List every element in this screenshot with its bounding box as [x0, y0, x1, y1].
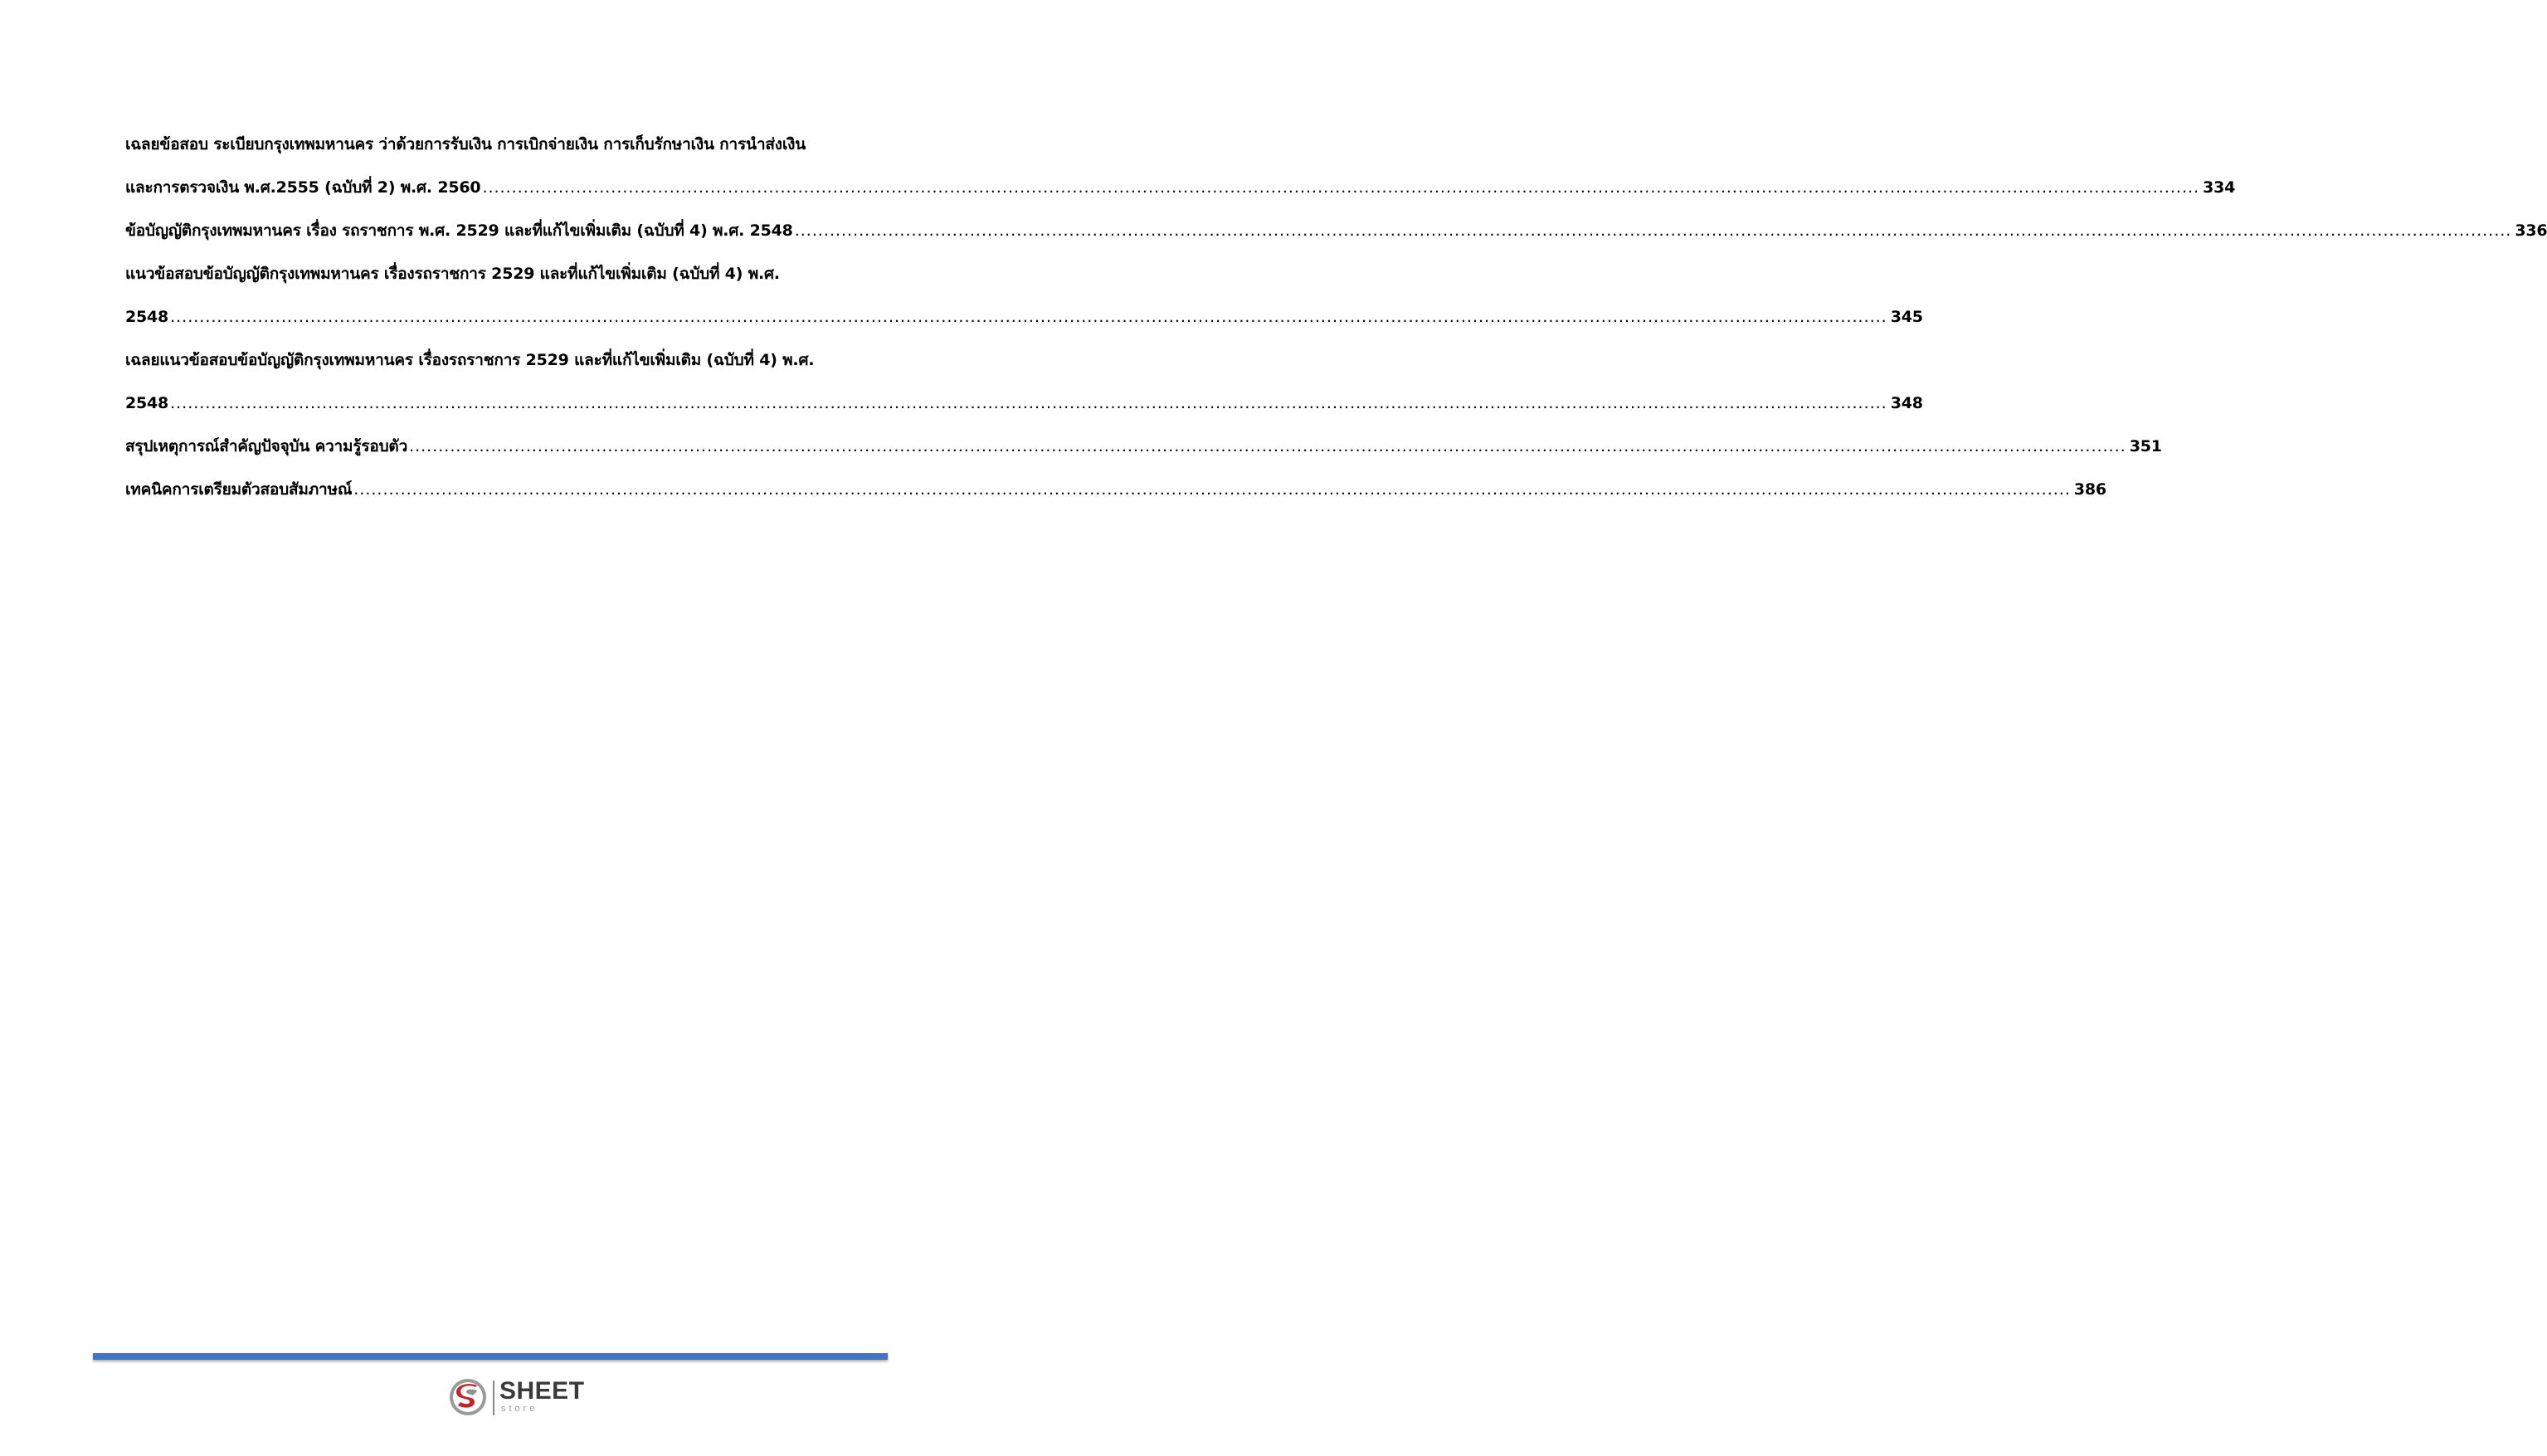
toc-entry[interactable]	[125, 425, 2162, 468]
toc-page-number: 386	[2073, 480, 2106, 499]
table-of-contents	[125, 123, 2547, 511]
toc-entry-title: 2548	[125, 394, 169, 412]
toc-entry[interactable]	[125, 209, 2547, 252]
toc-entry-title: เฉลยแนวข้อสอบข้อบัญญัติกรุงเทพมหานคร เรื่องรถราชการ 2529 และที่แก้ไขเพิ่มเติม (ฉบับที่ 4) พ.ศ.	[125, 351, 815, 369]
toc-entry[interactable]	[125, 252, 1923, 338]
toc-leader-dots	[353, 468, 2071, 511]
toc-leader-dots	[409, 425, 2126, 468]
toc-entry[interactable]	[125, 123, 2236, 209]
logo-divider	[493, 1381, 494, 1415]
toc-entry-line	[125, 295, 1923, 338]
toc-page-number: 334	[2203, 178, 2236, 197]
toc-entry-title: เทคนิคการเตรียมตัวสอบสัมภาษณ์	[125, 480, 353, 499]
toc-entry-title: และการตรวจเงิน พ.ศ.2555 (ฉบับที่ 2) พ.ศ. 2560	[125, 178, 481, 197]
toc-entry-line	[125, 123, 905, 166]
toc-entry-line	[125, 252, 905, 295]
toc-entry-title: 2548	[125, 308, 169, 326]
sheet-store-logo-icon	[448, 1377, 488, 1417]
toc-page-number: 336	[2515, 222, 2547, 240]
toc-entry-title: สรุปเหตุการณ์สำคัญปัจจุบัน ความรู้รอบตัว	[125, 437, 408, 455]
toc-entry-line	[125, 209, 2547, 252]
toc-entry-line	[125, 338, 905, 382]
toc-leader-dots	[482, 166, 2199, 209]
toc-page-number: 348	[1890, 394, 1923, 412]
toc-entry-line	[125, 468, 2106, 511]
toc-page-number: 351	[2129, 437, 2162, 455]
logo-sub-text: store	[501, 1404, 538, 1414]
toc-entry-line	[125, 425, 2162, 468]
sheet-store-logo	[448, 1377, 589, 1419]
footer-divider	[93, 1353, 888, 1360]
toc-entry-title: แนวข้อสอบข้อบัญญัติกรุงเทพมหานคร เรื่องรถราชการ 2529 และที่แก้ไขเพิ่มเติม (ฉบับที่ 4) พ.ศ.	[125, 265, 780, 283]
toc-page-number: 345	[1890, 308, 1923, 326]
toc-leader-dots	[795, 209, 2512, 252]
toc-entry[interactable]	[125, 338, 1923, 425]
toc-entry-title: ข้อบัญญัติกรุงเทพมหานคร เรื่อง รถราชการ พ.ศ. 2529 และที่แก้ไขเพิ่มเติม (ฉบับที่ 4) พ.ศ. 2548	[125, 222, 793, 240]
toc-entry-line	[125, 382, 1923, 425]
toc-leader-dots	[170, 295, 1887, 338]
toc-entry-title: เฉลยข้อสอบ ระเบียบกรุงเทพมหานคร ว่าด้วยการรับเงิน การเบิกจ่ายเงิน การเก็บรักษาเงิน การนำส่งเงิน	[125, 135, 806, 153]
logo-brand-text: SHEET	[499, 1377, 585, 1405]
toc-entry-line	[125, 166, 2236, 209]
toc-leader-dots	[170, 382, 1887, 425]
toc-entry[interactable]	[125, 468, 2106, 511]
